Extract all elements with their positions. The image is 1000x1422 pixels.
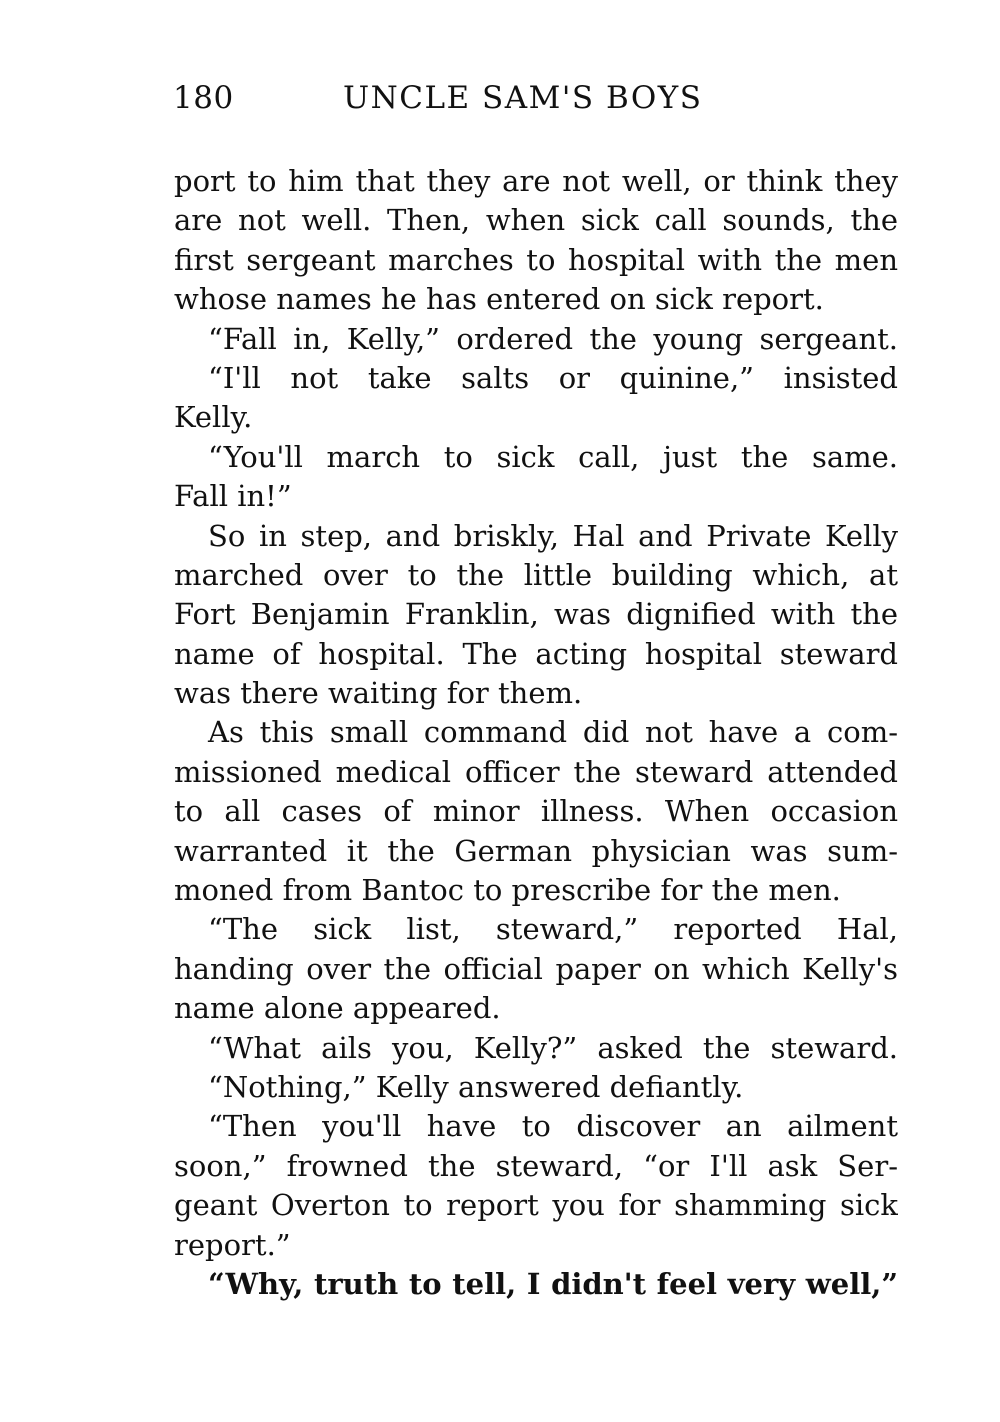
text-line: port to him that they are not well, or think they (174, 164, 898, 198)
text-line: Fort Benjamin Franklin, was dignified with the (174, 597, 898, 632)
text-line: “Then you'll have to discover an ailment (208, 1109, 898, 1144)
text-line: As this small command did not have a com- (208, 715, 898, 750)
text-line: moned from Bantoc to prescribe for the men. (174, 873, 841, 908)
page-number: 180 (173, 80, 234, 116)
text-line: “I'll not take salts or quinine,” insisted (208, 360, 898, 395)
text-line: “The sick list, steward,” reported Hal, (208, 912, 898, 947)
text-line: So in step, and briskly, Hal and Private Kelly (208, 518, 898, 553)
text-line: are not well. Then, when sick call sounds, the (174, 203, 898, 238)
text-line: report.” (174, 1227, 291, 1262)
text-line: soon,” frowned the steward, “or I'll ask Ser- (174, 1148, 898, 1183)
text-line: Kelly. (174, 400, 253, 435)
body-text (174, 162, 898, 1304)
page-header (173, 80, 733, 124)
text-line: “Nothing,” Kelly answered defiantly. (208, 1069, 744, 1104)
text-line: warranted it the German physician was sum- (174, 833, 898, 868)
text-line: to all cases of minor illness. When occasion (174, 794, 898, 829)
running-title: UNCLE SAM'S BOYS (343, 80, 703, 116)
text-line: handing over the official paper on which Kelly's (174, 951, 898, 986)
text-line: name alone appeared. (174, 991, 501, 1026)
text-line: “Fall in, Kelly,” ordered the young sergeant. (208, 321, 898, 356)
text-line: first sergeant marches to hospital with the men (174, 242, 898, 277)
text-line: “Why, truth to tell, I didn't feel very well,” (208, 1266, 898, 1301)
text-line: was there waiting for them. (174, 676, 583, 711)
text-line: geant Overton to report you for shamming sick (174, 1188, 898, 1223)
text-line: “You'll march to sick call, just the same. (208, 439, 898, 474)
text-line: name of hospital. The acting hospital steward (174, 636, 898, 671)
text-line: marched over to the little building which, at (174, 557, 898, 592)
text-line: whose names he has entered on sick report. (174, 282, 824, 317)
text-line: “What ails you, Kelly?” asked the steward. (208, 1030, 898, 1065)
text-line: missioned medical officer the steward attended (174, 754, 898, 789)
text-line: Fall in!” (174, 479, 292, 514)
